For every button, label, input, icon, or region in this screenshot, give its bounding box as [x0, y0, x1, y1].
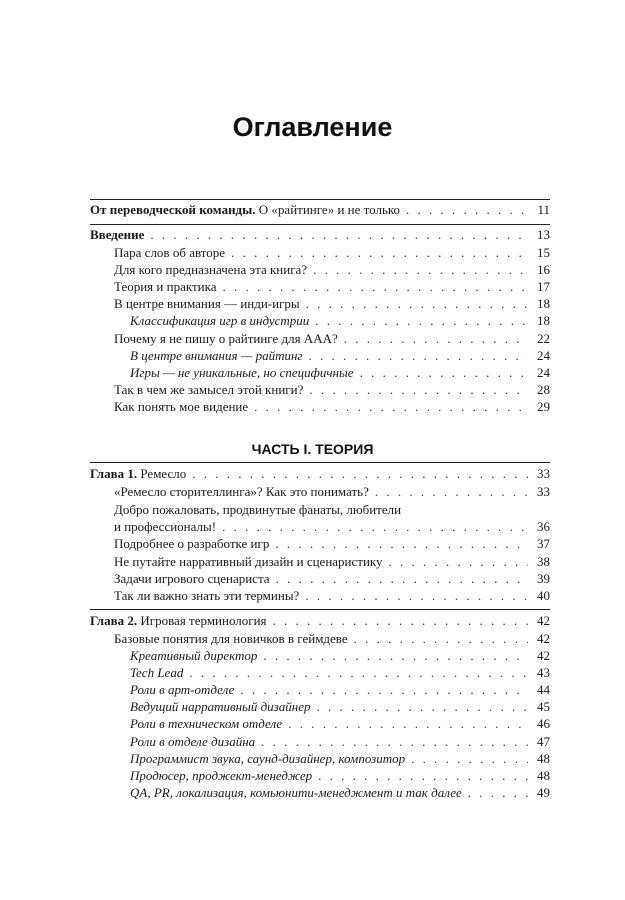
- toc-entry[interactable]: [114, 630, 550, 647]
- page-title: Оглавление: [232, 112, 393, 142]
- leader-dots: [275, 535, 528, 552]
- toc-entry-label: В центре внимания — райтинг: [130, 348, 303, 363]
- leader-dots: [354, 630, 528, 647]
- toc-entry[interactable]: [114, 398, 550, 415]
- leader-dots: [261, 733, 528, 750]
- leader-dots: [344, 330, 528, 347]
- toc-entry[interactable]: [114, 587, 550, 604]
- toc-entry-label: Глава 1. Ремесло: [90, 466, 187, 481]
- toc-entry-label: Продюсер, проджект-менеджер: [130, 768, 313, 783]
- leader-dots: [406, 201, 528, 218]
- toc-page-number: 18: [537, 313, 550, 328]
- toc-subentry[interactable]: [130, 664, 550, 681]
- toc-page-number: 16: [537, 262, 550, 277]
- toc-entry-label: Игры — не уникальные, но специфичные: [130, 365, 354, 380]
- toc-entry-label: Для кого предназначена эта книга?: [114, 262, 308, 277]
- leader-dots: [375, 483, 528, 500]
- toc-page-number: 28: [537, 382, 550, 397]
- part-heading: ЧАСТЬ I. ТЕОРИЯ: [251, 441, 374, 457]
- toc-page-number: 42: [537, 613, 550, 628]
- leader-dots: [318, 767, 528, 784]
- toc-entry[interactable]: [114, 381, 550, 398]
- toc-page-number: 33: [537, 466, 550, 481]
- toc-page-number: 17: [537, 279, 550, 294]
- leader-dots: [254, 398, 528, 415]
- toc-entry-label: Роли в отделе дизайна: [130, 734, 256, 749]
- toc-entry-label: От переводческой команды. О «райтинге» и не только: [90, 202, 401, 217]
- leader-dots: [263, 647, 528, 664]
- toc-entry[interactable]: [114, 261, 550, 278]
- leader-dots: [309, 347, 529, 364]
- toc-entry-label: В центре внимания — инди-игры: [114, 296, 300, 311]
- toc-entry-label-line-2: и профессионалы!: [114, 519, 217, 534]
- toc-subentry[interactable]: [130, 715, 550, 732]
- toc-entry[interactable]: [114, 330, 550, 347]
- toc-subentry[interactable]: [130, 364, 550, 381]
- toc-entry-preface[interactable]: [90, 201, 550, 218]
- toc-page-number: 38: [537, 554, 550, 569]
- toc-page-number: 24: [537, 365, 550, 380]
- leader-dots: [316, 698, 528, 715]
- toc-entry-introduction[interactable]: [90, 226, 550, 243]
- toc-entry-label: Базовые понятия для новичков в геймдеве: [114, 631, 348, 646]
- toc-entry-label: Программист звука, саунд-дизайнер, композитор: [130, 751, 406, 766]
- toc-entry-label: Почему я не пишу о райтинге для AAA?: [114, 331, 338, 346]
- section-divider: [90, 224, 550, 225]
- leader-dots: [411, 750, 528, 767]
- toc-entry-label: Роли в техническом отделе: [130, 716, 283, 731]
- toc-entry[interactable]: [114, 553, 550, 570]
- toc-entry-label: Роли в арт-отделе: [130, 682, 235, 697]
- toc-entry[interactable]: [114, 278, 550, 295]
- toc-entry[interactable]: [114, 483, 550, 500]
- leader-dots: [150, 226, 528, 243]
- leader-dots: [468, 784, 528, 801]
- toc-entry[interactable]: [114, 535, 550, 552]
- toc-page-number: 37: [537, 536, 550, 551]
- toc-page-number: 40: [537, 588, 550, 603]
- toc-entry-label: Теория и практика: [114, 279, 217, 294]
- toc-subentry[interactable]: [130, 312, 550, 329]
- toc-page-number: 48: [537, 751, 550, 766]
- toc-entry-label: Как понять мое видение: [114, 399, 249, 414]
- toc-page-number: 42: [537, 648, 550, 663]
- section-divider: [90, 199, 550, 200]
- leader-dots: [389, 553, 528, 570]
- leader-dots: [360, 364, 528, 381]
- leader-dots: [192, 465, 528, 482]
- toc-entry[interactable]: [114, 244, 550, 261]
- leader-dots: [305, 587, 528, 604]
- toc-page-number: 29: [537, 399, 550, 414]
- toc-page-number: 47: [537, 734, 550, 749]
- leader-dots: [231, 244, 528, 261]
- toc-entry-label: Глава 2. Игровая терминология: [90, 613, 267, 628]
- toc-subentry[interactable]: [130, 750, 550, 767]
- toc-page-number: 36: [537, 519, 550, 534]
- toc-entry[interactable]: [114, 570, 550, 587]
- leader-dots: [276, 570, 528, 587]
- toc-page-number: 13: [537, 227, 550, 242]
- toc-page-number: 11: [537, 202, 550, 217]
- toc-entry-label: Задачи игрового сценариста: [114, 571, 270, 586]
- toc-page-number: 33: [537, 484, 550, 499]
- leader-dots: [315, 312, 528, 329]
- toc-subentry[interactable]: [130, 698, 550, 715]
- toc-entry-label: Так в чем же замысел этой книги?: [114, 382, 304, 397]
- toc-entry-label: Tech Lead: [130, 665, 184, 680]
- toc-entry-label: Введение: [90, 227, 145, 242]
- toc-subentry[interactable]: [130, 784, 550, 801]
- toc-page-number: 39: [537, 571, 550, 586]
- toc-page-number: 18: [537, 296, 550, 311]
- toc-subentry[interactable]: [130, 681, 550, 698]
- toc-entry-label: Так ли важно знать эти термины?: [114, 588, 300, 603]
- toc-entry-label: Креативный директор: [130, 648, 258, 663]
- leader-dots: [273, 612, 528, 629]
- toc-subentry[interactable]: [130, 647, 550, 664]
- toc-page-number: 46: [537, 716, 550, 731]
- leader-dots: [222, 518, 528, 535]
- toc-entry-label: Ведущий нарративный дизайнер: [130, 699, 311, 714]
- leader-dots: [223, 278, 528, 295]
- toc-entry-chapter-2[interactable]: [90, 612, 550, 629]
- leader-dots: [288, 715, 528, 732]
- toc-entry[interactable]: [114, 518, 550, 535]
- section-divider: [90, 462, 550, 463]
- leader-dots: [309, 381, 528, 398]
- toc-subentry[interactable]: [130, 347, 550, 364]
- toc-page-number: 49: [537, 785, 550, 800]
- toc-entry-label: Не путайте нарративный дизайн и сценаристику: [114, 554, 383, 569]
- toc-page-number: 22: [537, 331, 550, 346]
- leader-dots: [240, 681, 528, 698]
- toc-entry-label: «Ремесло сторителлинга»? Как это понимать?: [114, 484, 369, 499]
- section-divider: [90, 609, 550, 610]
- toc-page-number: 45: [537, 699, 550, 714]
- toc-entry-label: Классификация игр в индустрии: [130, 313, 310, 328]
- toc-entry-label: QA, PR, локализация, комьюнити-менеджмент и так далее: [130, 785, 462, 800]
- leader-dots: [189, 664, 528, 681]
- toc-subentry[interactable]: [130, 733, 550, 750]
- leader-dots: [306, 295, 528, 312]
- toc-page-number: 24: [537, 348, 550, 363]
- leader-dots: [313, 261, 528, 278]
- toc-entry-label: Пара слов об авторе: [114, 245, 226, 260]
- toc-page-number: 43: [537, 665, 550, 680]
- toc-entry-label-line-1[interactable]: Добро пожаловать, продвинутые фанаты, любители: [114, 502, 402, 517]
- toc-page-number: 44: [537, 682, 550, 697]
- toc-entry[interactable]: [114, 295, 550, 312]
- toc-page-number: 48: [537, 768, 550, 783]
- toc-entry-label: Подробнее о разработке игр: [114, 536, 270, 551]
- toc-page-number: 42: [537, 631, 550, 646]
- toc-subentry[interactable]: [130, 767, 550, 784]
- toc-entry-chapter-1[interactable]: [90, 465, 550, 482]
- toc-page-number: 15: [537, 245, 550, 260]
